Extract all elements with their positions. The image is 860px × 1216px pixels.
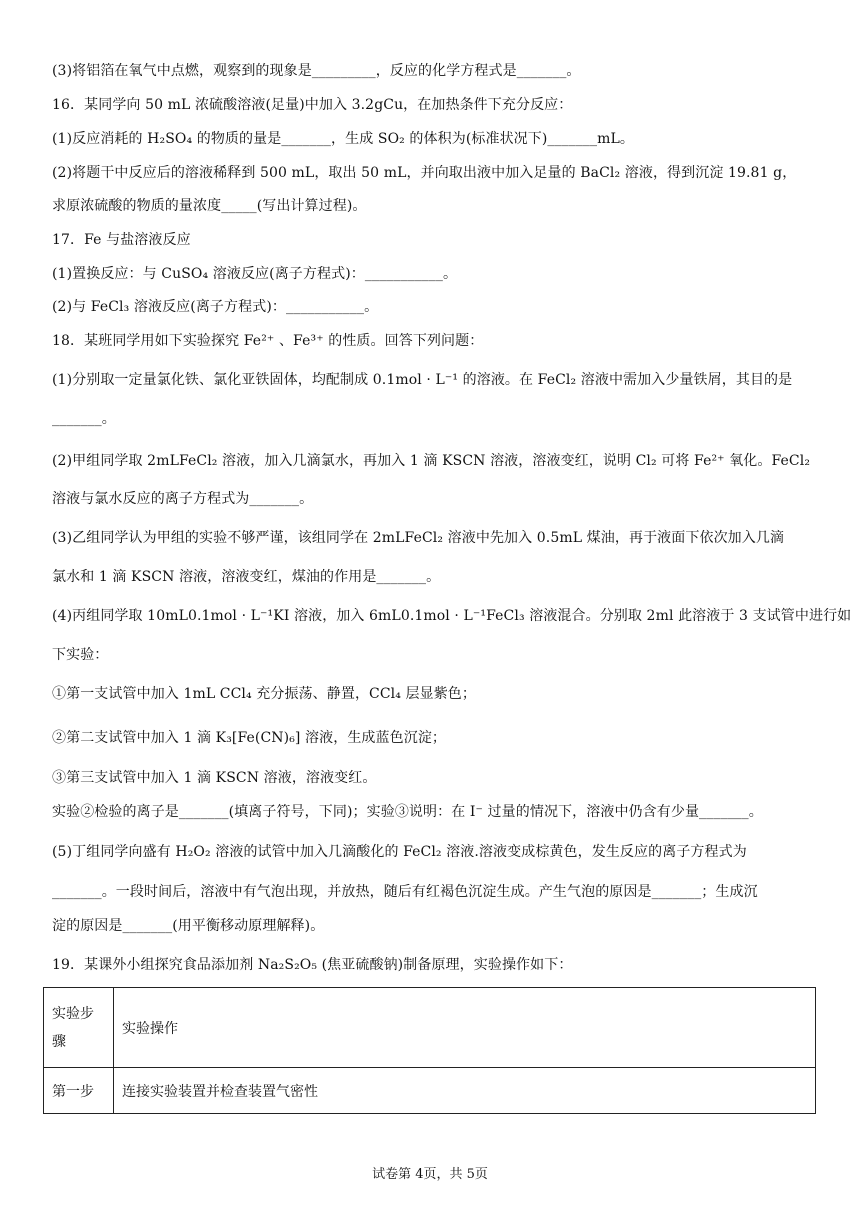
line-text: ②第二支试管中加入 1 滴 K₃[Fe(CN)₆] 溶液，生成蓝色沉淀； bbox=[52, 730, 447, 746]
text-line-q16-1 bbox=[52, 129, 812, 149]
line-text: (2)将题干中反应后的溶液稀释到 500 mL，取出 50 mL，并向取出液中加入足量的 BaCl₂ 溶液，得到沉淀 19.81 g， bbox=[52, 165, 797, 181]
line-text: (2)甲组同学取 2mLFeCl₂ 溶液，加入几滴氯水，再加入 1 滴 KSCN 溶液，溶液变红，说明 Cl₂ 可将 Fe²⁺ 氧化。FeCl₂ bbox=[52, 453, 811, 469]
line-text: (4)丙组同学取 10mL0.1mol · L⁻¹KI 溶液，加入 6mL0.1mol · L⁻¹FeCl₃ 溶液混合。分别取 2ml 此溶液于 3 支试管中进行如 bbox=[52, 608, 852, 624]
line-text: ③第三支试管中加入 1 滴 KSCN 溶液，溶液变红。 bbox=[52, 770, 377, 786]
header-cell-step bbox=[44, 988, 114, 1068]
page-footer: 试卷第 4页，共 5页 bbox=[372, 1167, 488, 1182]
line-text: 氯水和 1 滴 KSCN 溶液，溶液变红，煤油的作用是_______。 bbox=[52, 569, 441, 585]
text-line-q18-1 bbox=[52, 370, 812, 390]
line-text: 17．Fe 与盐溶液反应 bbox=[52, 232, 191, 248]
text-line-q18-1-cont bbox=[52, 409, 812, 429]
header-step-line2: 骤 bbox=[52, 1033, 66, 1050]
text-line-q18-4-question bbox=[52, 802, 812, 822]
text-line-q18-5-cont2 bbox=[52, 916, 812, 936]
text-line-q17 bbox=[52, 230, 812, 250]
text-line-q18-4-step3 bbox=[52, 768, 812, 788]
line-text: 求原浓硫酸的物质的量浓度_____(写出计算过程)。 bbox=[52, 198, 367, 214]
line-text: 19．某课外小组探究食品添加剂 Na₂S₂O₅ (焦亚硫酸钠)制备原理，实验操作如下： bbox=[52, 957, 573, 973]
text-line-q18-5 bbox=[52, 842, 812, 862]
header-step-line1: 实验步 bbox=[52, 1005, 94, 1022]
line-text: (5)丁组同学向盛有 H₂O₂ 溶液的试管中加入几滴酸化的 FeCl₂ 溶液.溶液变成棕黄色，发生反应的离子方程式为 bbox=[52, 844, 747, 860]
text-line-q18-2 bbox=[52, 451, 812, 471]
line-text: 淀的原因是_______(用平衡移动原理解释)。 bbox=[52, 918, 325, 934]
text-line-q18-4 bbox=[52, 606, 852, 626]
line-text: (1)分别取一定量氯化铁、氯化亚铁固体，均配制成 0.1mol · L⁻¹ 的溶液。在 FeCl₂ 溶液中需加入少量铁屑，其目的是 bbox=[52, 372, 793, 388]
line-text: 16．某同学向 50 mL 浓硫酸溶液(足量)中加入 3.2gCu，在加热条件下充分反应： bbox=[52, 97, 573, 113]
row-step-cell bbox=[44, 1068, 114, 1114]
text-line-q18-4-step1 bbox=[52, 684, 812, 704]
line-text: _______。一段时间后，溶液中有气泡出现，并放热，随后有红褐色沉淀生成。产生气泡的原因是_______；生成沉 bbox=[52, 884, 758, 900]
text-line-q18-3-cont bbox=[52, 567, 812, 587]
text-line-q18-3 bbox=[52, 528, 812, 548]
text-line-q18-2-cont bbox=[52, 489, 812, 509]
text-line-q16-2 bbox=[52, 163, 812, 183]
line-text: _______。 bbox=[52, 411, 116, 427]
line-text: ①第一支试管中加入 1mL CCl₄ 充分振荡、静置，CCl₄ 层显紫色； bbox=[52, 686, 477, 702]
line-text: (1)置换反应：与 CuSO₄ 溶液反应(离子方程式)：___________。 bbox=[52, 266, 458, 282]
line-text: (3)乙组同学认为甲组的实验不够严谨，该组同学在 2mLFeCl₂ 溶液中先加入 0.5mL 煤油，再于液面下依次加入几滴 bbox=[52, 530, 785, 546]
line-text: (2)与 FeCl₃ 溶液反应(离子方程式)：___________。 bbox=[52, 299, 379, 315]
text-line-q18-4-step2 bbox=[52, 728, 812, 748]
table-row bbox=[44, 1068, 816, 1114]
line-text: 下实验： bbox=[52, 647, 109, 663]
line-text: 溶液与氯水反应的离子方程式为_______。 bbox=[52, 491, 314, 507]
line-text: (3)将铝箔在氧气中点燃，观察到的现象是_________，反应的化学方程式是_______。 bbox=[52, 63, 581, 79]
text-line-q18-4-cont bbox=[52, 645, 812, 665]
line-text: 实验②检验的离子是_______(填离子符号，下同)；实验③说明：在 I⁻ 过量的情况下，溶液中仍含有少量_______。 bbox=[52, 804, 763, 820]
text-line-q18-5-cont1 bbox=[52, 882, 812, 902]
header-operation-text: 实验操作 bbox=[122, 1020, 178, 1037]
line-text: (1)反应消耗的 H₂SO₄ 的物质的量是_______，生成 SO₂ 的体积为(标准状况下)_______mL。 bbox=[52, 131, 635, 147]
row-operation-cell bbox=[114, 1068, 816, 1114]
row-operation-text: 连接实验装置并检查装置气密性 bbox=[122, 1083, 318, 1100]
text-line-q17-1 bbox=[52, 264, 812, 284]
text-line-q15-3 bbox=[52, 61, 812, 81]
row-step-text: 第一步 bbox=[52, 1083, 94, 1100]
table-header-row bbox=[44, 988, 816, 1068]
text-line-q18 bbox=[52, 331, 812, 351]
header-cell-operation bbox=[114, 988, 816, 1068]
text-line-q17-2 bbox=[52, 297, 812, 317]
line-text: 18．某班同学用如下实验探究 Fe²⁺ 、Fe³⁺ 的性质。回答下列问题： bbox=[52, 333, 484, 349]
experiment-steps-table bbox=[43, 987, 816, 1114]
text-line-q19 bbox=[52, 955, 812, 975]
text-line-q16 bbox=[52, 95, 812, 115]
text-line-q16-2-cont bbox=[52, 196, 812, 216]
